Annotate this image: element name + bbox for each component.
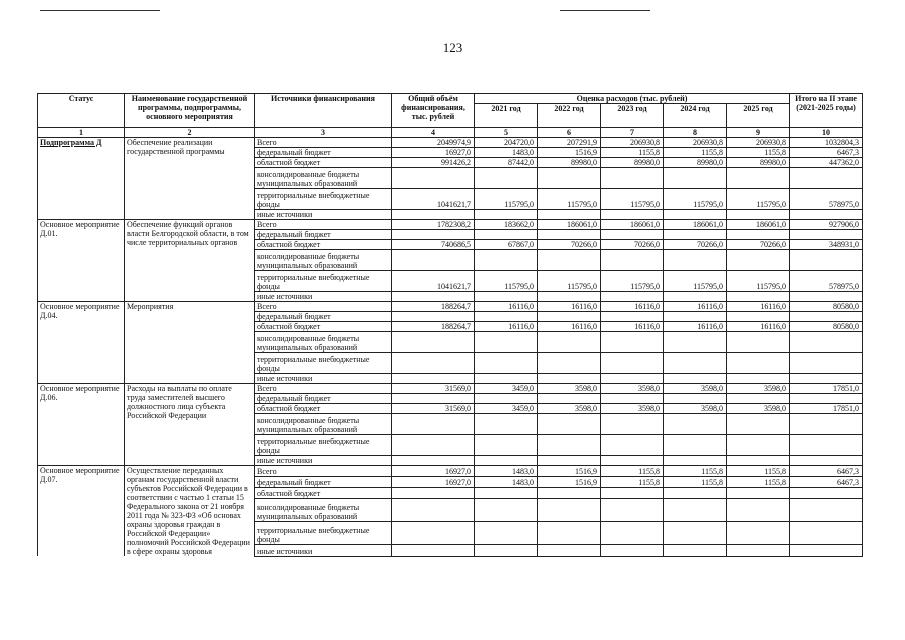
year-value-cell: 206930,8: [727, 138, 790, 148]
header-year: 2024 год: [664, 104, 727, 128]
year-value-cell: [475, 374, 538, 384]
total-cell: 991426,2: [392, 158, 475, 168]
status-cell: Подпрограмма Д: [38, 138, 125, 220]
total-cell: 188264,7: [392, 302, 475, 312]
year-value-cell: [538, 374, 601, 384]
year-value-cell: [727, 414, 790, 435]
source-cell: территориальные внебюджетные фонды: [255, 189, 392, 210]
table-row: [38, 466, 863, 477]
name-cell: Обеспечение функций органов власти Белгородской области, в том числе территориальных органов: [125, 220, 255, 302]
status-cell: Основное мероприятие Д.01.: [38, 220, 125, 302]
year-value-cell: [727, 210, 790, 220]
year-value-cell: 204720,0: [475, 138, 538, 148]
stage-total-cell: [790, 332, 863, 353]
total-cell: [392, 312, 475, 322]
year-value-cell: [538, 499, 601, 522]
source-cell: территориальные внебюджетные фонды: [255, 522, 392, 545]
year-value-cell: 3459,0: [475, 404, 538, 414]
year-value-cell: [601, 414, 664, 435]
year-value-cell: 1155,8: [727, 148, 790, 158]
stage-total-cell: 80580,0: [790, 322, 863, 332]
financing-table: [37, 93, 863, 557]
total-cell: [392, 374, 475, 384]
total-cell: [392, 353, 475, 374]
column-number-row: [38, 128, 863, 138]
source-cell: областной бюджет: [255, 322, 392, 332]
year-value-cell: 186061,0: [664, 220, 727, 230]
year-value-cell: 1155,8: [601, 477, 664, 488]
year-value-cell: [538, 210, 601, 220]
year-value-cell: [475, 230, 538, 240]
year-value-cell: [475, 210, 538, 220]
source-cell: федеральный бюджет: [255, 230, 392, 240]
header-total: Общий объём финансирования, тыс. рублей: [392, 94, 475, 128]
total-cell: [392, 250, 475, 271]
year-value-cell: [475, 522, 538, 545]
year-value-cell: [475, 394, 538, 404]
year-value-cell: 115795,0: [601, 189, 664, 210]
total-cell: [392, 394, 475, 404]
column-number: 9: [727, 128, 790, 138]
year-value-cell: [601, 292, 664, 302]
year-value-cell: 206930,8: [601, 138, 664, 148]
year-value-cell: [475, 545, 538, 556]
year-value-cell: [475, 168, 538, 189]
total-cell: 740686,5: [392, 240, 475, 250]
total-cell: [392, 522, 475, 545]
stage-total-cell: 927906,0: [790, 220, 863, 230]
year-value-cell: 115795,0: [727, 189, 790, 210]
year-value-cell: [664, 353, 727, 374]
table-row: [38, 384, 863, 394]
stage-total-cell: 80580,0: [790, 302, 863, 312]
source-cell: Всего: [255, 466, 392, 477]
header-name: Наименование государственной программы, подпрограммы, основного мероприятия: [125, 94, 255, 128]
column-number: 1: [38, 128, 125, 138]
year-value-cell: 89980,0: [601, 158, 664, 168]
source-cell: Всего: [255, 220, 392, 230]
year-value-cell: [727, 545, 790, 556]
year-value-cell: [601, 250, 664, 271]
year-value-cell: [601, 522, 664, 545]
year-value-cell: 16116,0: [727, 302, 790, 312]
status-cell: Основное мероприятие Д.07.: [38, 466, 125, 557]
stage-total-cell: [790, 312, 863, 322]
stage-total-cell: 17851,0: [790, 404, 863, 414]
year-value-cell: 3598,0: [727, 384, 790, 394]
year-value-cell: [664, 522, 727, 545]
year-value-cell: 1483,0: [475, 477, 538, 488]
year-value-cell: [727, 353, 790, 374]
total-cell: 16927,0: [392, 477, 475, 488]
year-value-cell: [538, 435, 601, 456]
year-value-cell: 16116,0: [475, 302, 538, 312]
year-value-cell: 16116,0: [601, 302, 664, 312]
year-value-cell: [601, 435, 664, 456]
year-value-cell: 1155,8: [664, 466, 727, 477]
stage-total-cell: [790, 394, 863, 404]
stage-total-cell: 6467,3: [790, 148, 863, 158]
year-value-cell: [664, 394, 727, 404]
stage-total-cell: 6467,3: [790, 466, 863, 477]
year-value-cell: [601, 332, 664, 353]
year-value-cell: [727, 394, 790, 404]
stage-total-cell: [790, 499, 863, 522]
year-value-cell: 1483,0: [475, 148, 538, 158]
year-value-cell: 1155,8: [664, 477, 727, 488]
status-cell: Основное мероприятие Д.06.: [38, 384, 125, 466]
year-value-cell: [727, 435, 790, 456]
year-value-cell: [727, 312, 790, 322]
year-value-cell: [538, 168, 601, 189]
total-cell: [392, 499, 475, 522]
total-cell: [392, 292, 475, 302]
source-cell: консолидированные бюджеты муниципальных образований: [255, 168, 392, 189]
year-value-cell: [475, 456, 538, 466]
year-value-cell: 115795,0: [664, 271, 727, 292]
source-cell: консолидированные бюджеты муниципальных образований: [255, 414, 392, 435]
source-cell: областной бюджет: [255, 404, 392, 414]
stage-total-cell: [790, 545, 863, 556]
year-value-cell: [664, 456, 727, 466]
header-status: Статус: [38, 94, 125, 128]
year-value-cell: 3598,0: [538, 404, 601, 414]
year-value-cell: [601, 499, 664, 522]
year-value-cell: [727, 332, 790, 353]
year-value-cell: [664, 488, 727, 499]
year-value-cell: [664, 250, 727, 271]
stage-total-cell: 348931,0: [790, 240, 863, 250]
year-value-cell: 3598,0: [727, 404, 790, 414]
total-cell: [392, 545, 475, 556]
total-cell: 1041621,7: [392, 189, 475, 210]
year-value-cell: [601, 374, 664, 384]
year-value-cell: 183662,0: [475, 220, 538, 230]
year-value-cell: [664, 292, 727, 302]
name-cell: Расходы на выплаты по оплате труда заместителей высшего должностного лица субъекта Российской Федерации: [125, 384, 255, 466]
table-row: [38, 220, 863, 230]
year-value-cell: [727, 168, 790, 189]
source-cell: Всего: [255, 302, 392, 312]
total-cell: [392, 488, 475, 499]
column-number: 3: [255, 128, 392, 138]
year-value-cell: [538, 414, 601, 435]
stage-total-cell: 578975,0: [790, 271, 863, 292]
year-value-cell: [664, 374, 727, 384]
top-rule-right: [560, 10, 650, 11]
stage-total-cell: [790, 414, 863, 435]
year-value-cell: 1155,8: [601, 466, 664, 477]
total-cell: 31569,0: [392, 404, 475, 414]
year-value-cell: 1155,8: [727, 477, 790, 488]
year-value-cell: [475, 332, 538, 353]
source-cell: Всего: [255, 384, 392, 394]
stage-total-cell: [790, 230, 863, 240]
total-cell: [392, 210, 475, 220]
name-cell: Обеспечение реализации государственной программы: [125, 138, 255, 220]
column-number: 7: [601, 128, 664, 138]
year-value-cell: 70266,0: [727, 240, 790, 250]
source-cell: федеральный бюджет: [255, 312, 392, 322]
year-value-cell: 3598,0: [538, 384, 601, 394]
source-cell: иные источники: [255, 210, 392, 220]
year-value-cell: [727, 499, 790, 522]
year-value-cell: 16116,0: [538, 302, 601, 312]
table-row: [38, 302, 863, 312]
year-value-cell: 1516,9: [538, 148, 601, 158]
year-value-cell: 3598,0: [664, 384, 727, 394]
stage-total-cell: [790, 374, 863, 384]
year-value-cell: [538, 353, 601, 374]
stage-total-cell: 447362,0: [790, 158, 863, 168]
source-cell: консолидированные бюджеты муниципальных образований: [255, 250, 392, 271]
column-number: 6: [538, 128, 601, 138]
year-value-cell: [475, 353, 538, 374]
total-cell: 2049974,9: [392, 138, 475, 148]
stage-total-cell: 6467,3: [790, 477, 863, 488]
year-value-cell: [601, 545, 664, 556]
year-value-cell: [664, 168, 727, 189]
year-value-cell: 1155,8: [664, 148, 727, 158]
year-value-cell: [601, 312, 664, 322]
stage-total-cell: [790, 522, 863, 545]
year-value-cell: 67867,0: [475, 240, 538, 250]
year-value-cell: [538, 394, 601, 404]
year-value-cell: 1155,8: [601, 148, 664, 158]
year-value-cell: [664, 435, 727, 456]
column-number: 5: [475, 128, 538, 138]
source-cell: иные источники: [255, 374, 392, 384]
year-value-cell: [538, 545, 601, 556]
year-value-cell: [538, 312, 601, 322]
year-value-cell: 70266,0: [538, 240, 601, 250]
stage-total-cell: [790, 435, 863, 456]
year-value-cell: 16116,0: [538, 322, 601, 332]
year-value-cell: 115795,0: [727, 271, 790, 292]
header-year: 2022 год: [538, 104, 601, 128]
year-value-cell: 115795,0: [664, 189, 727, 210]
table-body: [38, 138, 863, 557]
stage-total-cell: [790, 488, 863, 499]
column-number: 8: [664, 128, 727, 138]
stage-total-cell: 578975,0: [790, 189, 863, 210]
year-value-cell: 16116,0: [727, 322, 790, 332]
total-cell: [392, 414, 475, 435]
year-value-cell: [601, 488, 664, 499]
year-value-cell: [664, 545, 727, 556]
year-value-cell: 1516,9: [538, 466, 601, 477]
year-value-cell: [727, 250, 790, 271]
year-value-cell: 89980,0: [538, 158, 601, 168]
source-cell: иные источники: [255, 545, 392, 556]
column-number: 2: [125, 128, 255, 138]
year-value-cell: 207291,9: [538, 138, 601, 148]
source-cell: консолидированные бюджеты муниципальных образований: [255, 332, 392, 353]
source-cell: областной бюджет: [255, 488, 392, 499]
year-value-cell: 70266,0: [601, 240, 664, 250]
name-cell: Мероприятия: [125, 302, 255, 384]
year-value-cell: [538, 488, 601, 499]
source-cell: областной бюджет: [255, 240, 392, 250]
year-value-cell: 89980,0: [727, 158, 790, 168]
header-year: 2025 год: [727, 104, 790, 128]
source-cell: федеральный бюджет: [255, 148, 392, 158]
year-value-cell: 115795,0: [538, 189, 601, 210]
year-value-cell: [475, 312, 538, 322]
total-cell: [392, 168, 475, 189]
year-value-cell: [664, 414, 727, 435]
year-value-cell: [475, 488, 538, 499]
year-value-cell: [664, 332, 727, 353]
stage-total-cell: [790, 250, 863, 271]
year-value-cell: [475, 250, 538, 271]
total-cell: 16927,0: [392, 148, 475, 158]
year-value-cell: [601, 230, 664, 240]
top-rule-left: [40, 10, 160, 11]
year-value-cell: 3598,0: [601, 404, 664, 414]
year-value-cell: [601, 394, 664, 404]
source-cell: федеральный бюджет: [255, 394, 392, 404]
stage-total-cell: [790, 353, 863, 374]
year-value-cell: 70266,0: [664, 240, 727, 250]
source-cell: иные источники: [255, 292, 392, 302]
year-value-cell: [727, 230, 790, 240]
source-cell: консолидированные бюджеты муниципальных образований: [255, 499, 392, 522]
source-cell: территориальные внебюджетные фонды: [255, 353, 392, 374]
year-value-cell: [538, 230, 601, 240]
year-value-cell: 87442,0: [475, 158, 538, 168]
year-value-cell: [727, 488, 790, 499]
total-cell: 1782308,2: [392, 220, 475, 230]
year-value-cell: [664, 230, 727, 240]
year-value-cell: 16116,0: [664, 302, 727, 312]
source-cell: областной бюджет: [255, 158, 392, 168]
header-sources: Источники финансирования: [255, 94, 392, 128]
year-value-cell: 186061,0: [727, 220, 790, 230]
stage-total-cell: 17851,0: [790, 384, 863, 394]
stage-total-cell: [790, 210, 863, 220]
column-number: 10: [790, 128, 863, 138]
year-value-cell: 115795,0: [538, 271, 601, 292]
total-cell: 16927,0: [392, 466, 475, 477]
year-value-cell: [475, 435, 538, 456]
year-value-cell: [538, 292, 601, 302]
year-value-cell: 115795,0: [475, 271, 538, 292]
year-value-cell: 1483,0: [475, 466, 538, 477]
year-value-cell: [664, 210, 727, 220]
year-value-cell: [475, 414, 538, 435]
source-cell: территориальные внебюджетные фонды: [255, 271, 392, 292]
year-value-cell: [601, 456, 664, 466]
year-value-cell: 1516,9: [538, 477, 601, 488]
total-cell: [392, 332, 475, 353]
year-value-cell: [727, 522, 790, 545]
total-cell: 31569,0: [392, 384, 475, 394]
year-value-cell: [727, 374, 790, 384]
source-cell: территориальные внебюджетные фонды: [255, 435, 392, 456]
header-year: 2021 год: [475, 104, 538, 128]
year-value-cell: 16116,0: [601, 322, 664, 332]
year-value-cell: 186061,0: [601, 220, 664, 230]
year-value-cell: [601, 210, 664, 220]
stage-total-cell: [790, 168, 863, 189]
source-cell: Всего: [255, 138, 392, 148]
source-cell: федеральный бюджет: [255, 477, 392, 488]
total-cell: [392, 456, 475, 466]
source-cell: иные источники: [255, 456, 392, 466]
year-value-cell: [538, 522, 601, 545]
name-cell: Осуществление переданных органам государственной власти субъектов Российской Федерации в соответствии с частью 1 статьи 15 Федерального закона от 21 ноября 2011 года № 323-ФЗ «Об основах охраны здоровья граждан в Российской Федерации» полномочий Российской Федерации в сфере охраны здоровья: [125, 466, 255, 557]
year-value-cell: 186061,0: [538, 220, 601, 230]
total-cell: [392, 435, 475, 456]
year-value-cell: [727, 292, 790, 302]
year-value-cell: 115795,0: [601, 271, 664, 292]
header-estimate: Оценка расходов (тыс. рублей): [475, 94, 790, 104]
year-value-cell: [538, 332, 601, 353]
year-value-cell: [538, 250, 601, 271]
year-value-cell: 1155,8: [727, 466, 790, 477]
stage-total-cell: 1032804,3: [790, 138, 863, 148]
header-stage-total: Итого на II этапе (2021-2025 годы): [790, 94, 863, 128]
total-cell: 1041621,7: [392, 271, 475, 292]
year-value-cell: [538, 456, 601, 466]
page-number: 123: [442, 40, 463, 55]
year-value-cell: 89980,0: [664, 158, 727, 168]
year-value-cell: [475, 499, 538, 522]
stage-total-cell: [790, 292, 863, 302]
column-number: 4: [392, 128, 475, 138]
year-value-cell: [664, 499, 727, 522]
year-value-cell: [601, 353, 664, 374]
year-value-cell: [727, 456, 790, 466]
year-value-cell: 206930,8: [664, 138, 727, 148]
year-value-cell: [475, 292, 538, 302]
year-value-cell: 3598,0: [664, 404, 727, 414]
year-value-cell: [664, 312, 727, 322]
stage-total-cell: [790, 456, 863, 466]
year-value-cell: 16116,0: [475, 322, 538, 332]
year-value-cell: 3598,0: [601, 384, 664, 394]
year-value-cell: 115795,0: [475, 189, 538, 210]
status-cell: Основное мероприятие Д.04.: [38, 302, 125, 384]
year-value-cell: [601, 168, 664, 189]
total-cell: [392, 230, 475, 240]
year-value-cell: 3459,0: [475, 384, 538, 394]
year-value-cell: 16116,0: [664, 322, 727, 332]
header-year: 2023 год: [601, 104, 664, 128]
table-row: [38, 138, 863, 148]
total-cell: 188264,7: [392, 322, 475, 332]
